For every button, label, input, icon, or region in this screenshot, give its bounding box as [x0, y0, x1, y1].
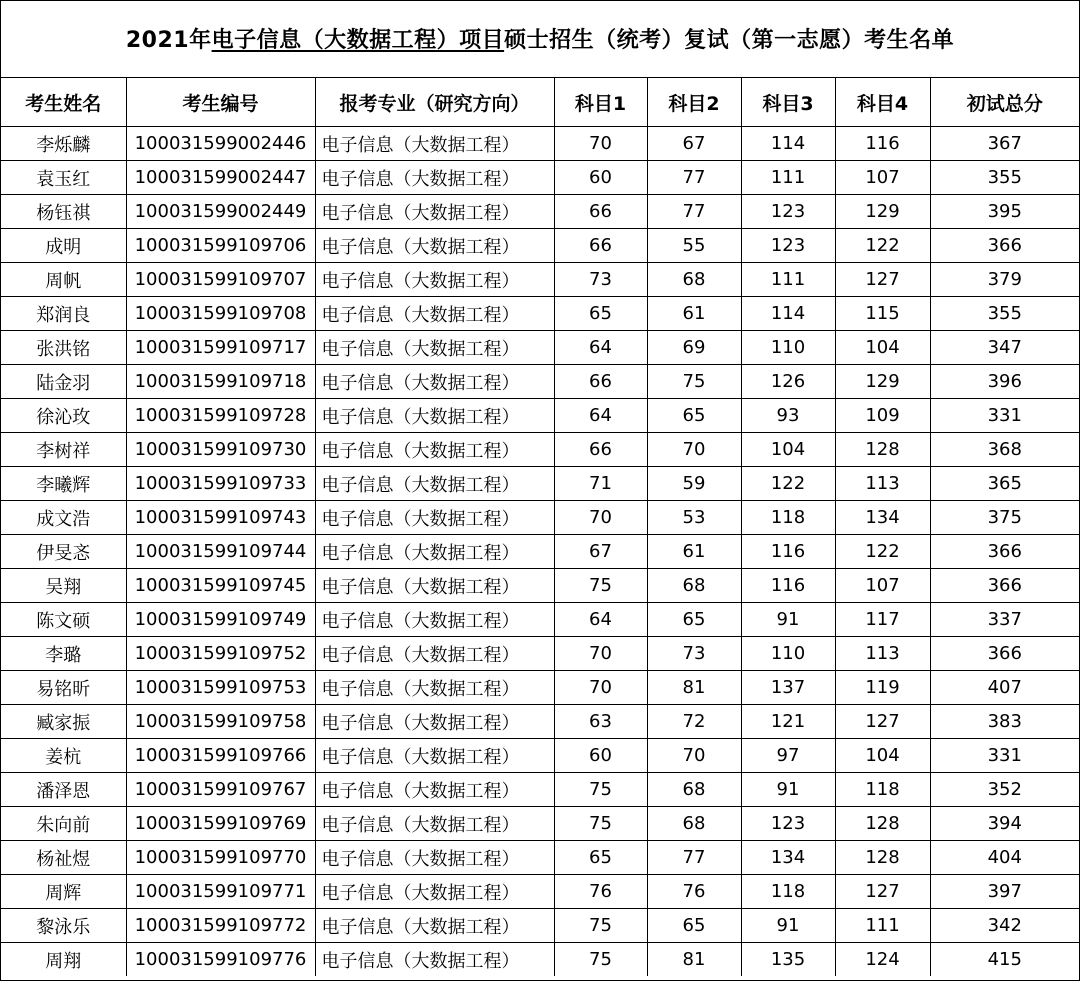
cell-subject3: 123: [741, 229, 835, 263]
cell-subject3: 123: [741, 807, 835, 841]
cell-major: 电子信息（大数据工程）: [315, 501, 554, 535]
cell-subject1: 71: [554, 467, 647, 501]
cell-subject3: 118: [741, 875, 835, 909]
cell-subject3: 93: [741, 399, 835, 433]
table-row: [1, 195, 1079, 229]
column-header-subject3: 科目3: [741, 78, 835, 127]
cell-subject3: 114: [741, 127, 835, 161]
cell-major: 电子信息（大数据工程）: [315, 535, 554, 569]
cell-subject3: 104: [741, 433, 835, 467]
cell-subject3: 91: [741, 909, 835, 943]
cell-total: 347: [930, 331, 1079, 365]
table-row: [1, 773, 1079, 807]
table-row: [1, 875, 1079, 909]
header-row: [1, 78, 1079, 127]
cell-subject2: 61: [647, 535, 741, 569]
cell-subject3: 97: [741, 739, 835, 773]
cell-subject3: 123: [741, 195, 835, 229]
cell-major: 电子信息（大数据工程）: [315, 807, 554, 841]
cell-major: 电子信息（大数据工程）: [315, 705, 554, 739]
table-row: [1, 467, 1079, 501]
column-header-total: 初试总分: [930, 78, 1079, 127]
candidate-table: [1, 78, 1079, 976]
cell-subject2: 68: [647, 773, 741, 807]
cell-subject1: 66: [554, 229, 647, 263]
cell-id: 100031599109776: [126, 943, 315, 977]
cell-name: 易铭昕: [1, 671, 126, 705]
cell-name: 伊旻忞: [1, 535, 126, 569]
cell-total: 404: [930, 841, 1079, 875]
cell-subject4: 128: [835, 841, 930, 875]
table-row: [1, 637, 1079, 671]
cell-subject3: 134: [741, 841, 835, 875]
cell-total: 383: [930, 705, 1079, 739]
cell-name: 姜杭: [1, 739, 126, 773]
column-header-major: 报考专业（研究方向）: [315, 78, 554, 127]
cell-major: 电子信息（大数据工程）: [315, 671, 554, 705]
cell-subject1: 66: [554, 195, 647, 229]
cell-id: 100031599109733: [126, 467, 315, 501]
cell-major: 电子信息（大数据工程）: [315, 399, 554, 433]
cell-id: 100031599109770: [126, 841, 315, 875]
cell-id: 100031599109745: [126, 569, 315, 603]
cell-name: 郑润良: [1, 297, 126, 331]
cell-id: 100031599109767: [126, 773, 315, 807]
table-row: [1, 705, 1079, 739]
cell-name: 李烁麟: [1, 127, 126, 161]
cell-major: 电子信息（大数据工程）: [315, 467, 554, 501]
cell-id: 100031599109707: [126, 263, 315, 297]
cell-subject1: 60: [554, 161, 647, 195]
cell-subject4: 119: [835, 671, 930, 705]
cell-subject1: 64: [554, 399, 647, 433]
cell-major: 电子信息（大数据工程）: [315, 297, 554, 331]
cell-subject4: 115: [835, 297, 930, 331]
cell-total: 331: [930, 739, 1079, 773]
table-row: [1, 807, 1079, 841]
column-header-name: 考生姓名: [1, 78, 126, 127]
cell-major: 电子信息（大数据工程）: [315, 331, 554, 365]
cell-subject1: 63: [554, 705, 647, 739]
cell-id: 100031599109749: [126, 603, 315, 637]
cell-total: 379: [930, 263, 1079, 297]
cell-total: 375: [930, 501, 1079, 535]
cell-subject3: 116: [741, 535, 835, 569]
cell-subject3: 114: [741, 297, 835, 331]
cell-subject4: 127: [835, 875, 930, 909]
cell-name: 黎泳乐: [1, 909, 126, 943]
cell-subject3: 137: [741, 671, 835, 705]
title-program: 电子信息（大数据工程）项目: [211, 28, 505, 53]
cell-id: 100031599109758: [126, 705, 315, 739]
table-row: [1, 365, 1079, 399]
table-row: [1, 297, 1079, 331]
cell-name: 周辉: [1, 875, 126, 909]
cell-total: 342: [930, 909, 1079, 943]
column-header-subject1: 科目1: [554, 78, 647, 127]
cell-total: 368: [930, 433, 1079, 467]
cell-subject2: 75: [647, 365, 741, 399]
cell-major: 电子信息（大数据工程）: [315, 909, 554, 943]
cell-name: 张洪铭: [1, 331, 126, 365]
cell-subject4: 129: [835, 365, 930, 399]
cell-subject1: 70: [554, 501, 647, 535]
cell-subject4: 104: [835, 739, 930, 773]
cell-name: 成文浩: [1, 501, 126, 535]
cell-subject2: 68: [647, 569, 741, 603]
cell-major: 电子信息（大数据工程）: [315, 875, 554, 909]
table-row: [1, 603, 1079, 637]
cell-subject3: 91: [741, 603, 835, 637]
cell-subject4: 117: [835, 603, 930, 637]
cell-id: 100031599109728: [126, 399, 315, 433]
page-title: [1, 1, 1079, 78]
cell-subject3: 126: [741, 365, 835, 399]
cell-total: 407: [930, 671, 1079, 705]
cell-subject1: 66: [554, 365, 647, 399]
cell-subject1: 67: [554, 535, 647, 569]
cell-name: 杨钰祺: [1, 195, 126, 229]
cell-subject1: 76: [554, 875, 647, 909]
cell-subject2: 72: [647, 705, 741, 739]
cell-name: 周翔: [1, 943, 126, 977]
cell-id: 100031599002446: [126, 127, 315, 161]
cell-subject2: 69: [647, 331, 741, 365]
cell-subject1: 66: [554, 433, 647, 467]
cell-subject4: 109: [835, 399, 930, 433]
cell-major: 电子信息（大数据工程）: [315, 773, 554, 807]
title-rest: 硕士招生（统考）复试（第一志愿）考生名单: [504, 28, 955, 53]
cell-major: 电子信息（大数据工程）: [315, 195, 554, 229]
cell-subject4: 118: [835, 773, 930, 807]
cell-id: 100031599109744: [126, 535, 315, 569]
cell-total: 355: [930, 161, 1079, 195]
cell-name: 袁玉红: [1, 161, 126, 195]
cell-major: 电子信息（大数据工程）: [315, 637, 554, 671]
cell-subject1: 64: [554, 331, 647, 365]
table-row: [1, 127, 1079, 161]
cell-total: 337: [930, 603, 1079, 637]
cell-total: 366: [930, 569, 1079, 603]
cell-subject2: 81: [647, 943, 741, 977]
column-header-subject2: 科目2: [647, 78, 741, 127]
cell-subject4: 104: [835, 331, 930, 365]
cell-subject2: 70: [647, 739, 741, 773]
cell-major: 电子信息（大数据工程）: [315, 161, 554, 195]
cell-total: 397: [930, 875, 1079, 909]
cell-subject4: 111: [835, 909, 930, 943]
cell-name: 李树祥: [1, 433, 126, 467]
cell-total: 355: [930, 297, 1079, 331]
cell-id: 100031599109772: [126, 909, 315, 943]
cell-subject4: 107: [835, 569, 930, 603]
cell-subject1: 75: [554, 909, 647, 943]
cell-name: 周帆: [1, 263, 126, 297]
cell-name: 徐沁玫: [1, 399, 126, 433]
cell-subject2: 53: [647, 501, 741, 535]
cell-major: 电子信息（大数据工程）: [315, 365, 554, 399]
cell-major: 电子信息（大数据工程）: [315, 739, 554, 773]
cell-major: 电子信息（大数据工程）: [315, 943, 554, 977]
cell-subject2: 73: [647, 637, 741, 671]
column-header-id: 考生编号: [126, 78, 315, 127]
cell-id: 100031599002447: [126, 161, 315, 195]
cell-id: 100031599109730: [126, 433, 315, 467]
cell-subject2: 67: [647, 127, 741, 161]
cell-subject2: 77: [647, 161, 741, 195]
cell-name: 陆金羽: [1, 365, 126, 399]
cell-id: 100031599109752: [126, 637, 315, 671]
table-row: [1, 161, 1079, 195]
cell-subject1: 75: [554, 569, 647, 603]
cell-subject2: 77: [647, 195, 741, 229]
cell-id: 100031599109766: [126, 739, 315, 773]
cell-total: 394: [930, 807, 1079, 841]
cell-major: 电子信息（大数据工程）: [315, 229, 554, 263]
cell-subject2: 70: [647, 433, 741, 467]
table-row: [1, 433, 1079, 467]
cell-id: 100031599002449: [126, 195, 315, 229]
cell-id: 100031599109753: [126, 671, 315, 705]
cell-name: 臧家振: [1, 705, 126, 739]
cell-subject1: 75: [554, 773, 647, 807]
cell-subject2: 59: [647, 467, 741, 501]
cell-subject4: 122: [835, 535, 930, 569]
cell-id: 100031599109717: [126, 331, 315, 365]
title-prefix: 2021年: [125, 28, 212, 53]
table-row: [1, 263, 1079, 297]
cell-subject3: 122: [741, 467, 835, 501]
cell-name: 朱向前: [1, 807, 126, 841]
cell-subject4: 113: [835, 467, 930, 501]
cell-major: 电子信息（大数据工程）: [315, 603, 554, 637]
cell-major: 电子信息（大数据工程）: [315, 841, 554, 875]
table-row: [1, 501, 1079, 535]
cell-subject4: 124: [835, 943, 930, 977]
cell-name: 成明: [1, 229, 126, 263]
cell-id: 100031599109718: [126, 365, 315, 399]
cell-subject4: 122: [835, 229, 930, 263]
cell-subject1: 75: [554, 807, 647, 841]
cell-subject3: 121: [741, 705, 835, 739]
table-row: [1, 841, 1079, 875]
cell-id: 100031599109708: [126, 297, 315, 331]
cell-subject4: 107: [835, 161, 930, 195]
cell-subject2: 55: [647, 229, 741, 263]
cell-subject4: 127: [835, 263, 930, 297]
cell-total: 366: [930, 535, 1079, 569]
cell-name: 李璐: [1, 637, 126, 671]
cell-name: 潘泽恩: [1, 773, 126, 807]
cell-subject1: 75: [554, 943, 647, 977]
cell-subject3: 111: [741, 161, 835, 195]
cell-subject2: 68: [647, 263, 741, 297]
cell-total: 366: [930, 229, 1079, 263]
cell-major: 电子信息（大数据工程）: [315, 569, 554, 603]
cell-subject1: 70: [554, 637, 647, 671]
cell-total: 365: [930, 467, 1079, 501]
cell-major: 电子信息（大数据工程）: [315, 127, 554, 161]
table-row: [1, 569, 1079, 603]
cell-subject1: 65: [554, 841, 647, 875]
cell-total: 331: [930, 399, 1079, 433]
cell-total: 367: [930, 127, 1079, 161]
cell-subject1: 65: [554, 297, 647, 331]
cell-subject2: 76: [647, 875, 741, 909]
cell-total: 352: [930, 773, 1079, 807]
table-row: [1, 943, 1079, 977]
cell-subject2: 61: [647, 297, 741, 331]
table-row: [1, 399, 1079, 433]
cell-subject3: 135: [741, 943, 835, 977]
cell-id: 100031599109769: [126, 807, 315, 841]
table-row: [1, 535, 1079, 569]
cell-subject2: 65: [647, 603, 741, 637]
cell-subject1: 73: [554, 263, 647, 297]
cell-subject4: 134: [835, 501, 930, 535]
cell-subject4: 129: [835, 195, 930, 229]
cell-subject4: 113: [835, 637, 930, 671]
cell-name: 李曦辉: [1, 467, 126, 501]
cell-major: 电子信息（大数据工程）: [315, 263, 554, 297]
table-row: [1, 671, 1079, 705]
cell-subject1: 60: [554, 739, 647, 773]
cell-subject4: 116: [835, 127, 930, 161]
cell-subject1: 70: [554, 671, 647, 705]
table-row: [1, 909, 1079, 943]
cell-subject4: 128: [835, 433, 930, 467]
cell-subject2: 65: [647, 909, 741, 943]
cell-subject2: 77: [647, 841, 741, 875]
cell-subject4: 127: [835, 705, 930, 739]
cell-subject2: 81: [647, 671, 741, 705]
cell-total: 396: [930, 365, 1079, 399]
table-row: [1, 229, 1079, 263]
cell-total: 415: [930, 943, 1079, 977]
table-row: [1, 331, 1079, 365]
cell-subject3: 110: [741, 331, 835, 365]
column-header-subject4: 科目4: [835, 78, 930, 127]
cell-subject1: 64: [554, 603, 647, 637]
cell-name: 吴翔: [1, 569, 126, 603]
cell-major: 电子信息（大数据工程）: [315, 433, 554, 467]
cell-subject3: 116: [741, 569, 835, 603]
cell-id: 100031599109771: [126, 875, 315, 909]
cell-id: 100031599109743: [126, 501, 315, 535]
cell-subject3: 118: [741, 501, 835, 535]
cell-id: 100031599109706: [126, 229, 315, 263]
cell-subject4: 128: [835, 807, 930, 841]
cell-total: 395: [930, 195, 1079, 229]
table-body: [1, 127, 1079, 977]
cell-subject3: 91: [741, 773, 835, 807]
cell-subject1: 70: [554, 127, 647, 161]
cell-subject2: 68: [647, 807, 741, 841]
cell-subject3: 111: [741, 263, 835, 297]
cell-total: 366: [930, 637, 1079, 671]
cell-subject3: 110: [741, 637, 835, 671]
cell-subject2: 65: [647, 399, 741, 433]
table-row: [1, 739, 1079, 773]
cell-name: 陈文硕: [1, 603, 126, 637]
cell-name: 杨祉煜: [1, 841, 126, 875]
